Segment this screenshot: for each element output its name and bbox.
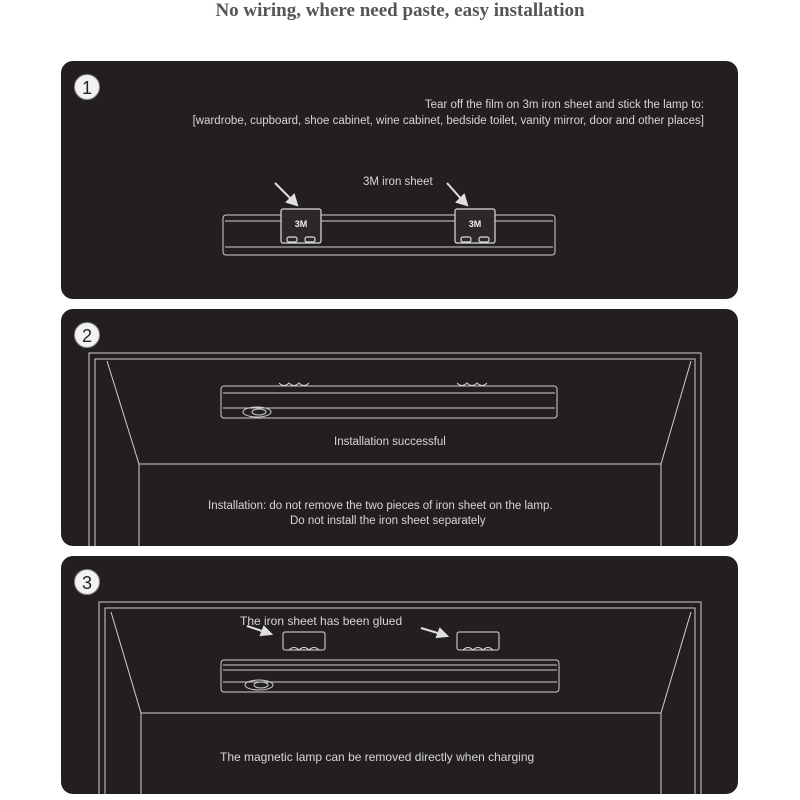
installation-note-line2: Do not install the iron sheet separately	[290, 515, 486, 527]
iron-sheet-callout: 3M iron sheet	[363, 176, 433, 188]
glued-iron-sheet-left	[283, 632, 325, 650]
cabinet-outline	[99, 602, 701, 794]
sticker-label: 3M	[294, 219, 308, 229]
step-1-instruction-line1: Tear off the film on 3m iron sheet and stick the lamp to:	[424, 99, 704, 111]
step-1-panel	[61, 61, 738, 299]
installation-note-line1: Installation: do not remove the two pieces of iron sheet on the lamp.	[208, 500, 553, 512]
step-3-panel	[61, 556, 738, 794]
glued-sheet-callout: The iron sheet has been glued	[240, 614, 403, 628]
lamp-bar	[223, 215, 555, 255]
step-number-badge: 3	[74, 569, 100, 595]
detached-lamp	[221, 660, 559, 692]
step-2-panel	[61, 309, 738, 546]
sticker-label: 3M	[468, 219, 482, 229]
step-1-instruction-line2: [wardrobe, cupboard, shoe cabinet, wine cabinet, bedside toilet, vanity mirror, door and other places]	[192, 115, 704, 127]
arrow-icon	[421, 628, 447, 637]
arrow-icon	[447, 183, 467, 205]
arrow-icon	[275, 183, 297, 205]
installation-status: Installation successful	[334, 436, 446, 448]
page-title: No wiring, where need paste, easy installation	[215, 0, 585, 21]
charging-note: The magnetic lamp can be removed directly when charging	[220, 750, 535, 764]
step-number-badge: 1	[74, 74, 100, 100]
mounted-lamp	[221, 383, 557, 418]
lamp-with-iron-sheets-illustration	[61, 61, 738, 299]
step-number-badge: 2	[74, 322, 100, 348]
glued-iron-sheet-right	[457, 632, 499, 650]
